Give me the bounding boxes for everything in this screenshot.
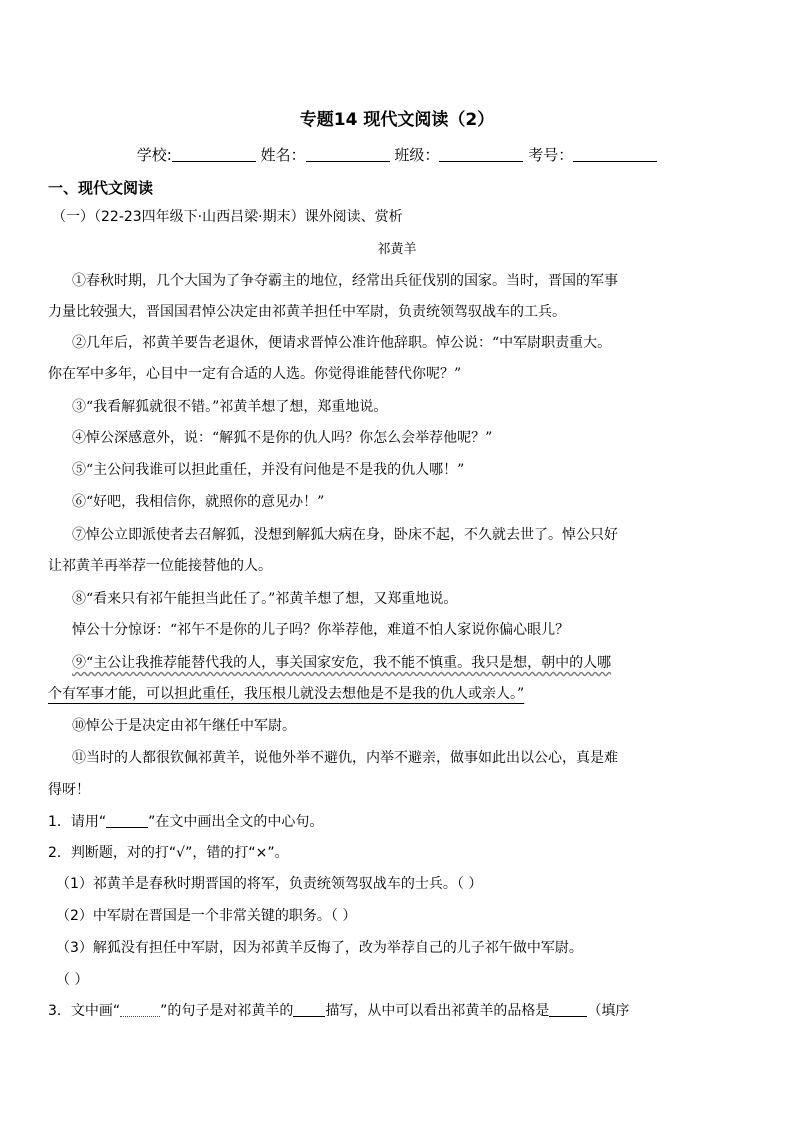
id-blank[interactable]: [573, 145, 657, 162]
passage-line-underlined: ⑨“主公让我推荐能替代我的人，事关国家安危，我不能不慎重。我只是想，朝中的人哪: [72, 655, 612, 671]
passage-line: 你在军中多年，心目中一定有合适的人选。你觉得谁能替代你呢？”: [48, 366, 462, 382]
school-blank[interactable]: [172, 145, 256, 162]
section-source: （一）（22-23四年级下·山西吕梁·期末）课外阅读、赏析: [52, 209, 403, 225]
passage-line: ④悼公深感意外，说：“解狐不是你的仇人吗？你怎么会举荐他呢？”: [72, 430, 493, 446]
passage-line: ⑥“好吧，我相信你，就照你的意见办！”: [72, 494, 325, 510]
passage-line: ①春秋时期，几个大国为了争夺霸主的地位，经常出兵征伐别的国家。当时，晋国的军事: [72, 273, 618, 289]
passage-line: ⑧“看来只有祁午能担当此任了。”祁黄羊想了想，又郑重地说。: [72, 591, 458, 607]
passage-line: ②几年后，祁黄羊要告老退休，便请求晋悼公准许他辞职。悼公说：“中军尉职责重大。: [72, 335, 612, 351]
section-heading: 一、现代文阅读: [48, 179, 154, 197]
passage-line-underlined: 个有军事才能，可以担此重任，我压根儿就没去想他是不是我的仇人或亲人。”: [48, 686, 525, 702]
question-3-blank-2[interactable]: [549, 1002, 587, 1017]
question-3-text-b: ”的句子是对祁黄羊的: [160, 1003, 294, 1019]
class-label: 班级：: [394, 146, 440, 164]
question-1-text-b: ”在文中画出全文的中心句。: [148, 814, 324, 830]
passage-line: 悼公十分惊讶：“祁午不是你的儿子吗？你举荐他，难道不怕人家说你偏心眼儿？: [72, 622, 570, 638]
page-title: 专题14 现代文阅读（2）: [299, 110, 495, 130]
question-2-1[interactable]: （1）祁黄羊是春秋时期晋国的将军，负责统领驾驭战车的士兵。（ ）: [56, 876, 483, 892]
passage-line: ⑦悼公立即派使者去召解狐，没想到解狐大病在身，卧床不起，不久就去世了。悼公只好: [72, 527, 618, 543]
question-3-blank-1[interactable]: [293, 1002, 325, 1017]
question-1-text-a: 1．请用“: [48, 814, 107, 830]
passage-line: ⑩悼公于是决定由祁午继任中军尉。: [72, 718, 296, 734]
question-2: 2．判断题，对的打“√”，错的打“×”。: [48, 845, 289, 861]
id-label: 考号：: [528, 146, 574, 164]
name-label: 姓名：: [260, 146, 306, 164]
school-label: 学校:: [136, 146, 172, 164]
question-3-text-d: （填序: [587, 1003, 630, 1019]
passage-line: 力量比较强大，晋国国君悼公决定由祁黄羊担任中军尉，负责统领驾驭战车的工兵。: [48, 304, 566, 320]
name-blank[interactable]: [306, 145, 390, 162]
question-2-3: （3）解狐没有担任中军尉，因为祁黄羊反悔了，改为举荐自己的儿子祁午做中军尉。: [56, 940, 583, 956]
class-blank[interactable]: [439, 145, 523, 162]
question-2-2[interactable]: （2）中军尉在晋国是一个非常关键的职务。（ ）: [56, 908, 357, 924]
passage-line: 得呀！: [48, 782, 90, 798]
question-3-wavy-sample: [120, 1002, 160, 1017]
question-3-text-a: 3．文中画“: [48, 1003, 121, 1019]
passage-line: ⑤“主公问我谁可以担此重任，并没有问他是不是我的仇人哪！”: [72, 462, 465, 478]
question-1-line-sample: [106, 813, 148, 828]
question-3: [48, 1001, 629, 1021]
question-3-text-c: 描写，从中可以看出祁黄羊的品格是: [325, 1003, 550, 1019]
passage-title: 祁黄羊: [377, 242, 417, 257]
passage-line: ⑪当时的人都很钦佩祁黄羊，说他外举不避仇，内举不避亲，做事如此出以公心，真是难: [72, 750, 618, 766]
question-1: [48, 812, 323, 832]
passage-line: 让祁黄羊再举荐一位能接替他的人。: [48, 558, 272, 574]
student-info-row: [0, 144, 794, 165]
passage-line: ③“我看解狐就很不错。”祁黄羊想了想，郑重地说。: [72, 399, 388, 415]
question-2-3-answer[interactable]: （ ）: [56, 972, 89, 988]
